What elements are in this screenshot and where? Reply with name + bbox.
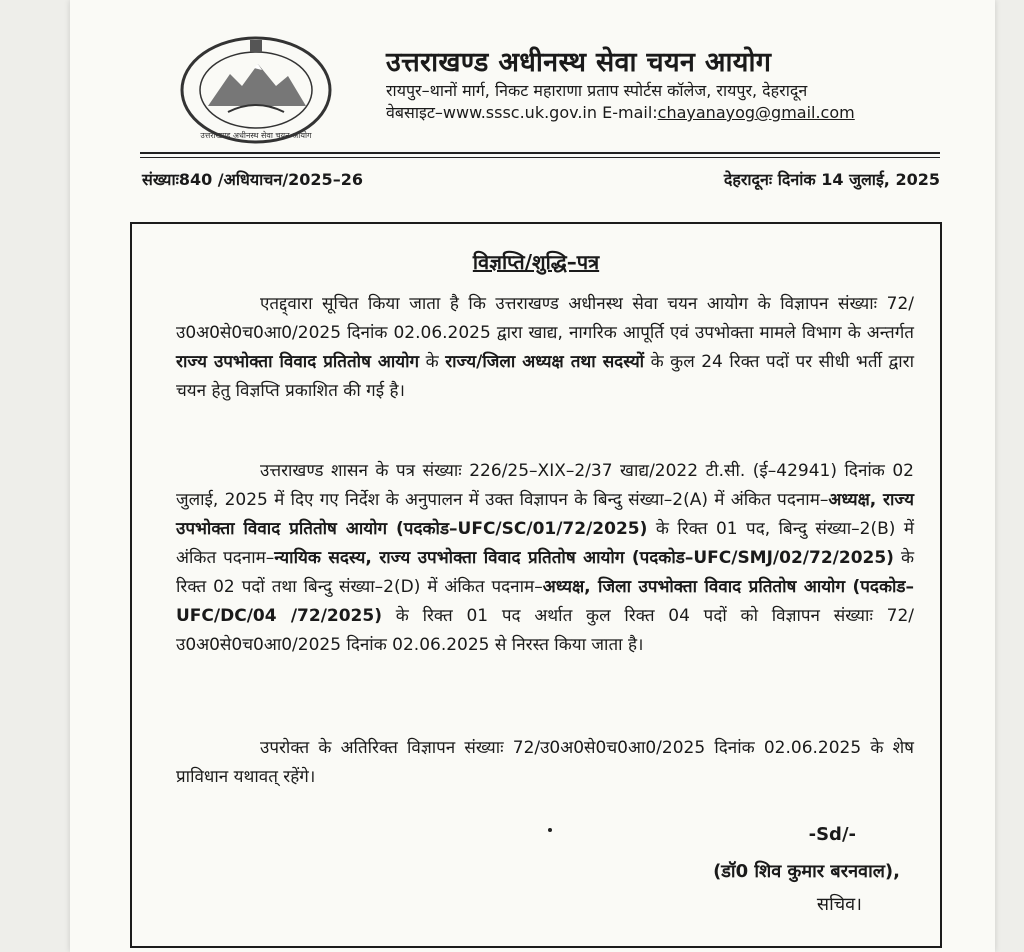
para2-text-e: के रिक्त 02 पदों तथा बिन्दु संख्या–2(D) में अंकित पदनाम– bbox=[176, 548, 914, 597]
email-link[interactable]: chayanayog@gmail.com bbox=[657, 103, 855, 122]
notice-title bbox=[132, 248, 940, 275]
para2-text-a: उत्तराखण्ड शासन के पत्र संख्याः 226/25–XIX–2/37 खाद्य/2022 टी.सी. (ई–42941) दिनांक 02 जुलाई, 2025 में दिए गए निर्देश के अनुपालन में उक्त विज्ञापन के बिन्दु संख्या–2(A) में अंकित पदनाम– bbox=[176, 461, 914, 510]
notice-paragraph-2 bbox=[176, 457, 914, 660]
ink-dot bbox=[548, 828, 552, 832]
notice-title-text: विज्ञप्ति/शुद्धि–पत्र bbox=[472, 250, 600, 274]
signatory-designation: सचिव। bbox=[816, 894, 862, 915]
para1-text-e: के कुल 24 रिक्त पदों पर सीधी भर्ती द्वारा चयन हेतु विज्ञप्ति प्रकाशित की गई है। bbox=[176, 352, 914, 401]
reference-number: संख्याः840 /अधियाचन/2025–26 bbox=[142, 170, 363, 189]
notice-box bbox=[130, 222, 942, 948]
para2-text-g: के रिक्त 01 पद अर्थात कुल रिक्त 04 पदों को विज्ञापन संख्याः 72/उ0अ0से0च0आ0/2025 दिनांक 02.06.2025 से निरस्त किया जाता है। bbox=[176, 606, 914, 655]
para2-bold-b: अध्यक्ष, राज्य उपभोक्ता विवाद प्रतितोष आयोग (पदकोड–UFC/SC/01/72/2025) bbox=[176, 490, 914, 539]
organization-name: उत्तराखण्ड अधीनस्थ सेवा चयन आयोग bbox=[386, 47, 772, 78]
para1-text-c: के bbox=[419, 352, 446, 372]
notice-paragraph-1 bbox=[176, 290, 914, 406]
logo-caption: उत्तराखण्ड अधीनस्थ सेवा चयन आयोग bbox=[200, 131, 312, 140]
organization-address: रायपुर–थानों मार्ग, निकट महाराणा प्रताप स्पोर्टस कॉलेज, रायपुर, देहरादून bbox=[386, 81, 808, 100]
website-label: वेबसाइट–www.sssc.uk.gov.in E-mail: bbox=[386, 103, 658, 122]
signatory-name: (डॉ0 शिव कुमार बरनवाल), bbox=[713, 861, 900, 882]
reference-date: देहरादूनः दिनांक 14 जुलाई, 2025 bbox=[723, 170, 940, 189]
para1-text-a: एतद्द्वारा सूचित किया जाता है कि उत्तराखण्ड अधीनस्थ सेवा चयन आयोग के विज्ञापन संख्याः 72/उ0अ0से0च0आ0/2025 दिनांक 02.06.2025 द्वारा खाद्य, नागरिक आपूर्ति एवं उपभोक्ता मामले विभाग के अन्तर्गत bbox=[176, 294, 914, 343]
para2-bold-d: न्यायिक सदस्य, राज्य उपभोक्ता विवाद प्रतितोष आयोग (पदकोड–UFC/SMJ/02/72/2025) bbox=[274, 548, 894, 568]
para1-bold-b: राज्य उपभोक्ता विवाद प्रतितोष आयोग bbox=[176, 352, 420, 372]
para1-bold-d: राज्य/जिला अध्यक्ष तथा सदस्यों bbox=[445, 352, 645, 372]
signature-sd: -Sd/- bbox=[808, 824, 856, 845]
emblem-seal-icon bbox=[178, 34, 334, 146]
para2-text-c: के रिक्त 01 पद, बिन्दु संख्या–2(B) में अंकित पदनाम– bbox=[176, 519, 914, 568]
notice-paragraph-3: उपरोक्त के अतिरिक्त विज्ञापन संख्याः 72/उ0अ0से0च0आ0/2025 दिनांक 02.06.2025 के शेष प्राविधान यथावत् रहेंगे। bbox=[176, 738, 914, 787]
para2-bold-f: अध्यक्ष, जिला उपभोक्ता विवाद प्रतितोष आयोग (पदकोड–UFC/DC/04 /72/2025) bbox=[176, 577, 914, 626]
organization-contact bbox=[386, 101, 926, 123]
header-divider bbox=[140, 152, 940, 158]
